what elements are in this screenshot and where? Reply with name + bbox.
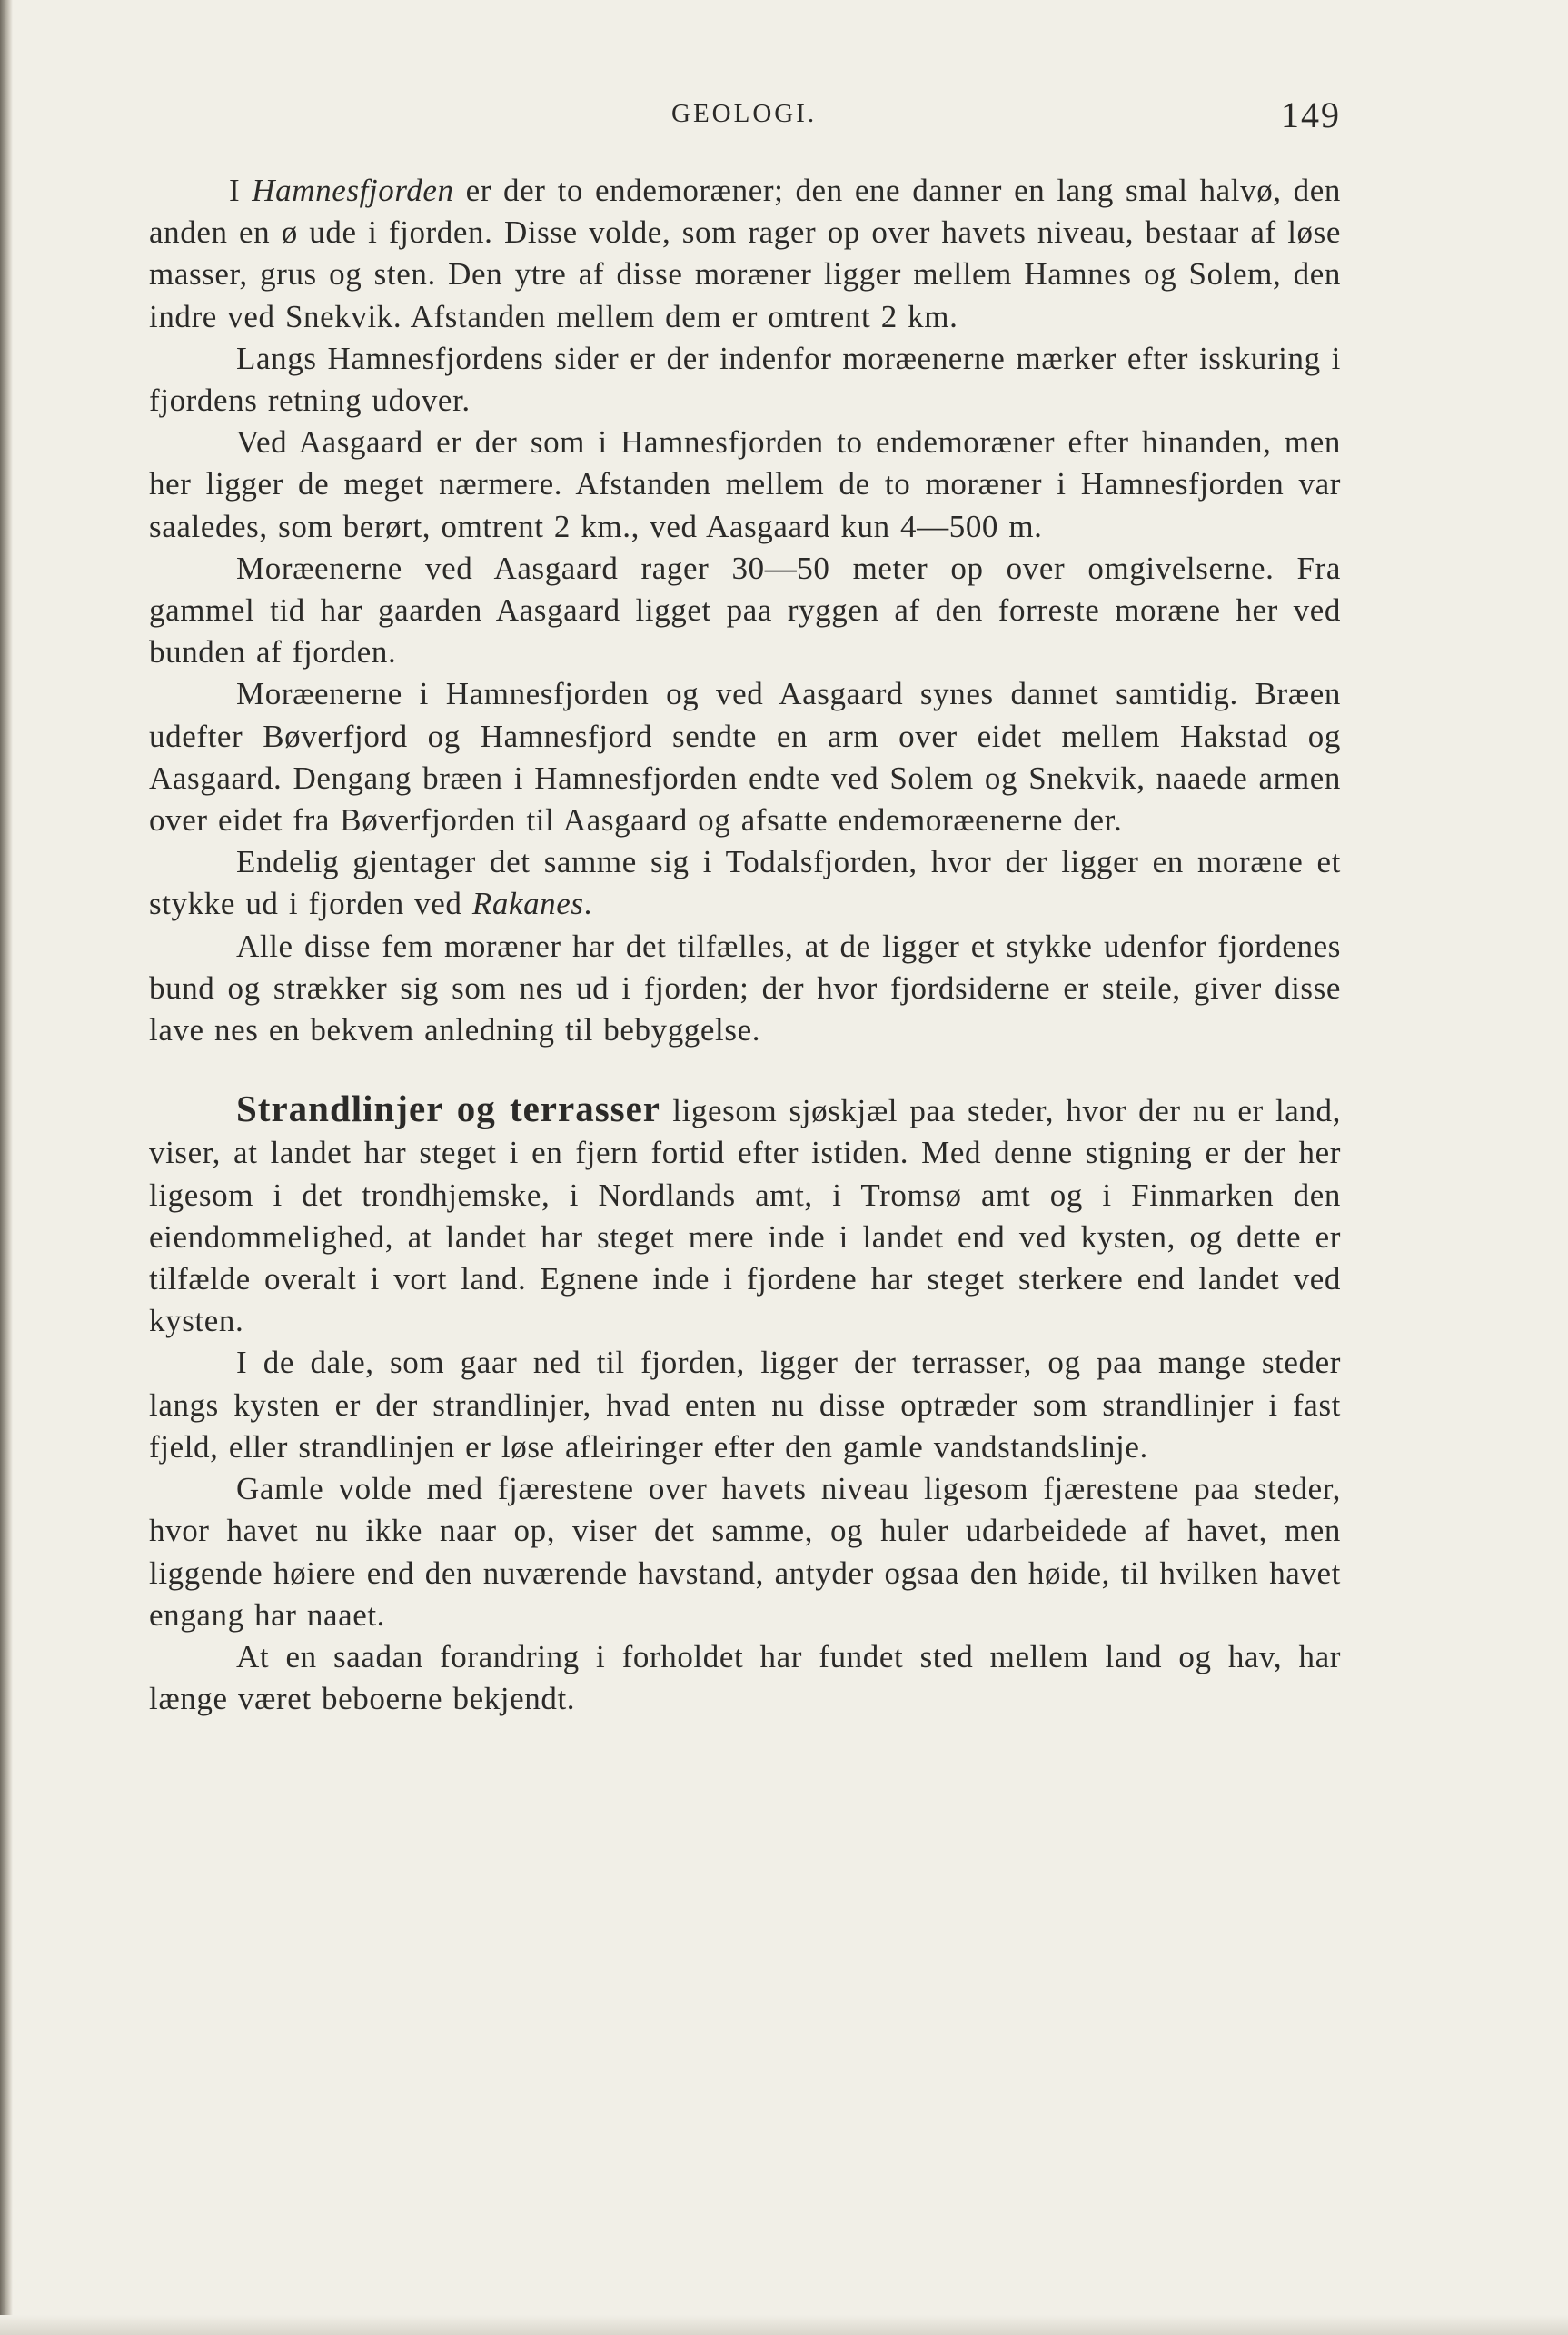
paragraph-gamle-volde: Gamle volde med fjærestene over havets niveau ligesom fjærestene paa steder, hvor havet nu ikke naar op, viser det samme, og huler udarbeidede af havet, men liggende høiere end den nuværende havstand, antyder ogsaa den høide, til hvilken havet engang har naaet.: [149, 1471, 1341, 1633]
page-spine-shadow: [0, 0, 13, 2335]
paragraph-isskuring: Langs Hamnesfjordens sider er der indenfor moræenerne mærker efter isskuring i fjordens retning udover.: [149, 340, 1341, 419]
page-number: 149: [1281, 94, 1341, 135]
paragraph-forandring: At en saadan forandring i forholdet har fundet sted mellem land og hav, har længe været beboerne bekjendt.: [149, 1638, 1341, 1717]
section-heading: Strandlinjer og terrasser: [236, 1088, 661, 1130]
text-span: ligesom sjøskjæl paa steder, hvor der nu er land, viser, at landet har steget i en fjern fortid efter istiden. Med denne stigning er der her ligesom i det trondhjemske, i Nordlands amt, i Tromsø amt og i Finmarken den eiendommelighed, at landet har steget mere inde i landet end ved kysten, og dette er tilfælde overalt i vort land. Egnene inde i fjordene har steget sterkere end landet ved kysten.: [149, 1093, 1341, 1339]
text-span: .: [583, 886, 592, 922]
place-name-italic: Hamnesfjorden: [252, 173, 454, 208]
paragraph-strandlinjer: [149, 1088, 1341, 1342]
paragraph-samtidig: Moræenerne i Hamnesfjorden og ved Aasgaard synes dannet samtidig. Bræen udefter Bøverfjord og Hamnesfjord sendte en arm over eidet mellem Hakstad og Aasgaard. Dengang bræen i Hamnesfjorden endte ved Solem og Snekvik, naaede armen over eidet fra Bøverfjorden til Aasgaard og afsatte endemoræenerne der.: [149, 676, 1341, 839]
text-span: er der to endemoræner; den ene danner en lang smal halvø, den anden en ø ude i fjorden. Disse volde, som rager op over havets niveau, bestaar af løse masser, grus og sten. Den ytre af disse moræner ligger mellem Hamnes og Solem, den indre ved Snekvik. Afstanden mellem dem er omtrent 2 km.: [149, 173, 1342, 334]
paragraph-moraenerne-aasgaard: Moræenerne ved Aasgaard rager 30—50 meter op over omgivelserne. Fra gammel tid har gaarden Aasgaard ligget paa ryggen af den forreste moræne her ved bunden af fjorden.: [149, 550, 1341, 671]
text-span: Endelig gjentager det samme sig i Todalsfjorden, hvor der ligger en moræne et stykke ud i fjorden ved: [149, 844, 1341, 922]
text-span: I: [229, 173, 253, 208]
running-header: [149, 94, 1341, 139]
running-title: GEOLOGI.: [671, 99, 818, 128]
paragraph-fem-moraener: Alle disse fem moræner har det tilfælles, at de ligger et stykke udenfor fjordenes bund og strækker sig som nes ud i fjorden; der hvor fjordsiderne er steile, giver disse lave nes en bekvem anledning til bebyggelse.: [149, 928, 1341, 1048]
paragraph-terrasser: I de dale, som gaar ned til fjorden, ligger der terrasser, og paa mange steder langs kysten er der strandlinjer, hvad enten nu disse optræder som strandlinjer i fast fjeld, eller strandlinjen er løse afleiringer efter den gamle vandstandslinje.: [149, 1345, 1341, 1465]
body-text: [149, 170, 1341, 1720]
paragraph-hamnesfjorden: [149, 170, 1341, 338]
page-bottom-edge: [0, 2315, 1568, 2335]
paragraph-aasgaard: Ved Aasgaard er der som i Hamnesfjorden to endemoræner efter hinanden, men her ligger de meget nærmere. Afstanden mellem de to moræner i Hamnesfjorden var saaledes, som berørt, omtrent 2 km., ved Aasgaard kun 4—500 m.: [149, 424, 1341, 544]
section-gap: [149, 1051, 1341, 1088]
paragraph-todalsfjorden: [149, 841, 1341, 925]
place-name-italic: Rakanes: [471, 886, 584, 922]
